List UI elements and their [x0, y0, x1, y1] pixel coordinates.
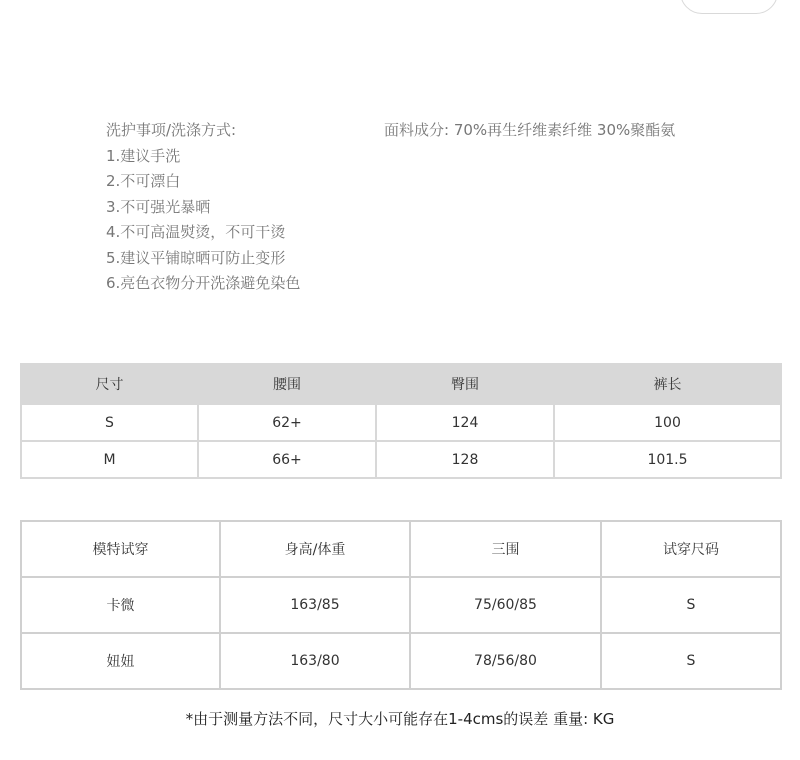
care-item: 5.建议平铺晾晒可防止变形: [106, 248, 286, 267]
top-pill-button[interactable]: [680, 0, 778, 14]
table-header-row: [21, 364, 781, 404]
table-cell: 163/85: [220, 577, 410, 633]
table-cell: 75/60/85: [410, 577, 601, 633]
table-cell: S: [601, 633, 781, 689]
table-row: [21, 633, 781, 689]
care-item: 6.亮色衣物分开洗涤避免染色: [106, 274, 301, 292]
table-cell: 62+: [198, 404, 376, 441]
table-cell: 妞妞: [21, 633, 220, 689]
table-header-row: [21, 521, 781, 577]
header-cell: 三围: [410, 521, 601, 577]
table-cell: 78/56/80: [410, 633, 601, 689]
table-cell: 卡微: [21, 577, 220, 633]
care-item: 2.不可漂白: [106, 172, 181, 190]
header-cell: 模特试穿: [21, 521, 220, 577]
fabric-composition: 面料成分: 70%再生纤维素纤维 30%聚酯氨: [384, 121, 676, 139]
table-cell: 124: [376, 404, 554, 441]
header-cell: 试穿尺码: [601, 521, 781, 577]
care-instructions: [106, 118, 300, 297]
header-cell: 尺寸: [21, 364, 198, 404]
model-fit-table: [20, 520, 782, 690]
care-item: 1.建议手洗: [106, 146, 181, 165]
care-item: 3.不可强光暴晒: [106, 197, 211, 216]
table-cell: 128: [376, 441, 554, 478]
table-cell: 101.5: [554, 441, 781, 478]
measurement-note: *由于测量方法不同，尺寸大小可能存在1-4cms的误差 重量: KG: [185, 710, 615, 728]
header-cell: 身高/体重: [220, 521, 410, 577]
table-cell: S: [21, 404, 198, 441]
care-title: 洗护事项/洗涤方式:: [106, 121, 237, 139]
header-cell: 臀围: [376, 364, 554, 404]
header-cell: 裤长: [554, 364, 781, 404]
care-item: 4.不可高温熨烫，不可干烫: [106, 223, 286, 241]
table-cell: 66+: [198, 441, 376, 478]
table-cell: 163/80: [220, 633, 410, 689]
table-cell: 100: [554, 404, 781, 441]
table-row: [21, 577, 781, 633]
table-row: [21, 404, 781, 441]
table-row: [21, 441, 781, 478]
size-table: [20, 363, 782, 479]
table-cell: S: [601, 577, 781, 633]
header-cell: 腰围: [198, 364, 376, 404]
table-cell: M: [21, 441, 198, 478]
